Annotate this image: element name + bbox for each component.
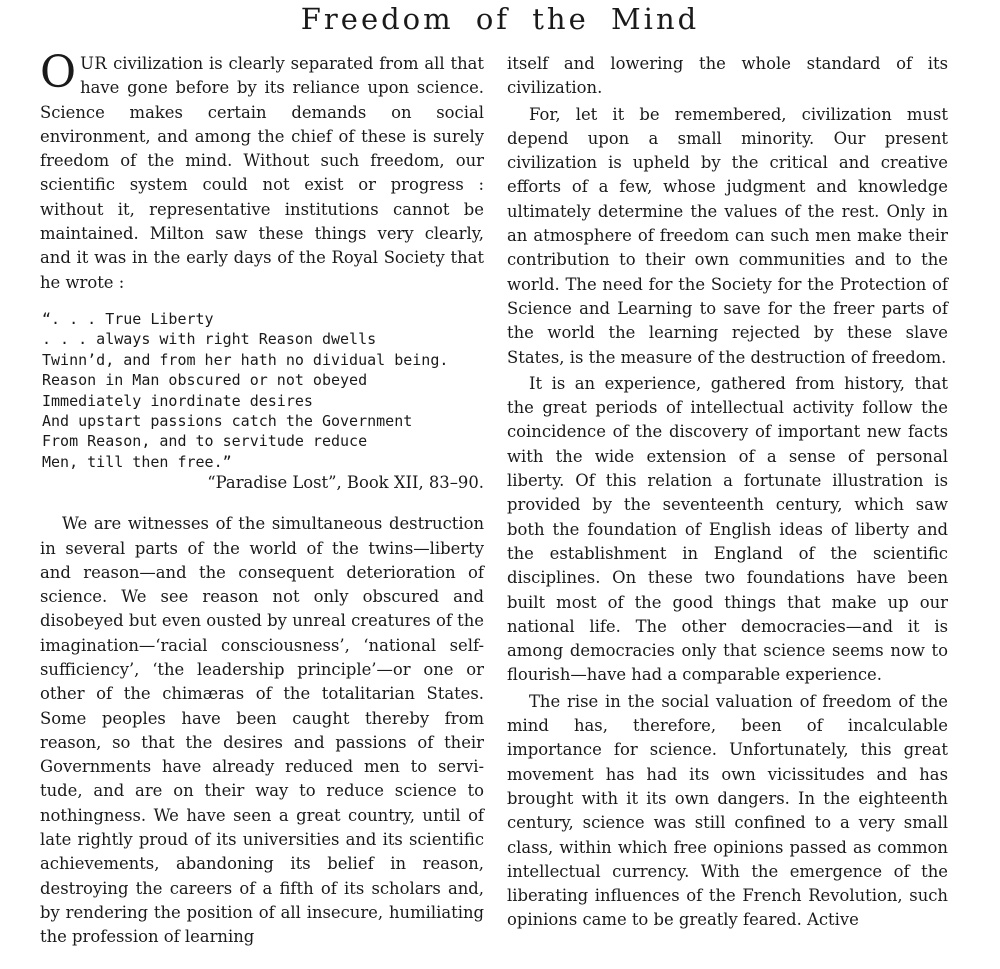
body-paragraph: It is an experience, gathered from history, that the great periods of intellectual activity follow the coincidence of the discovery of important new facts with the wide extension of a sense of personal liberty. Of this relation a fortunate illustration is provided by the seventeenth century, which saw both the foundation of English ideas of liberty and the establishment in England of the scientific disciplines. On these two foundations have been built most of the good things that make up our national life. The other democracies—and it is among democracies only that science seems now to flourish—have had a comparable experience. — [507, 373, 948, 685]
quote-line: . . . always with right Reason dwells — [42, 330, 377, 349]
body-paragraph: For, let it be remembered, civilization must depend upon a small minority. Our present civilization is upheld by the critical and creative efforts of a few, whose judgment and knowledge ultimately determine the values of the rest. Only in an atmosphere of freedom can such men make their contribution to their own communities and to the world. The need for the Society for the Protection of Science and Learning to save for the freer parts of the world the learning rejected by these slave States, is the measure of the destruction of freedom. — [507, 104, 948, 367]
quote-line: And upstart passions catch the Government — [42, 412, 413, 430]
quote-line: Twinn’d, and from her hath no dividual being. — [42, 350, 449, 369]
quote-line: From Reason, and to servitude reduce — [42, 432, 368, 451]
quote-line: “. . . True Liberty — [42, 309, 214, 328]
continued-paragraph: itself and lowering the whole standard of its civilization. — [507, 54, 948, 98]
intro-text: civilization is clearly separated from all that have gone before by its reliance upon science. Science makes certain demands on social environment, and among the chief of these is surely freedom of the mind. Without such freedom, our scientific system could not exist or progress : without it, representative institutions cannot be maintained. Milton saw these things very clearly, and it was in the early days of the Royal Society that he wrote : — [40, 54, 484, 292]
milton-quote — [40, 309, 484, 472]
intro-caps: UR — [80, 54, 108, 73]
right-column — [507, 52, 948, 933]
quote-line: Immediately inordinate desires — [42, 391, 313, 410]
drop-cap: O — [40, 47, 77, 98]
left-column — [40, 47, 484, 950]
quote-line: Men, till then free.” — [42, 452, 232, 471]
intro-paragraph — [40, 47, 484, 295]
body-paragraph: The rise in the social valuation of freedom of the mind has, therefore, been of incalculable importance for science. Unfortunately, this great movement has had its own vicissitudes and has brought with it its own dangers. In the eighteenth century, science was still confined to a very small class, within which free opinions passed as common intellectual currency. With the emergence of the liberating influences of the French Revolution, such opinions came to be greatly feared. Active — [507, 691, 948, 930]
body-paragraph: We are witnesses of the simultaneous destruction in several parts of the world of the twins—liberty and reason—and the consequent deterioration of science. We see reason not only obscured and disobeyed but even ousted by unreal creatures of the imagination—‘racial consciousness’, ‘national self-sufficiency’, ‘the leadership principle’—or one or other of the chimæras of the totalitarian States. Some peoples have been caught thereby from reason, so that the desires and passions of their Governments have already reduced men to servitude, and are on their way to reduce science to nothingness. We have seen a great country, until of late rightly proud of its universities and its scientific achievements, abandoning its belief in reason, destroying the careers of a fifth of its scholars and, by rendering the position of all insecure, humiliating the profession of learning — [40, 514, 484, 947]
quote-line: Reason in Man obscured or not obeyed — [42, 371, 368, 390]
page-title: Freedom of the Mind — [300, 2, 700, 36]
quote-attribution: “Paradise Lost”, Book XII, 83–90. — [207, 473, 484, 493]
